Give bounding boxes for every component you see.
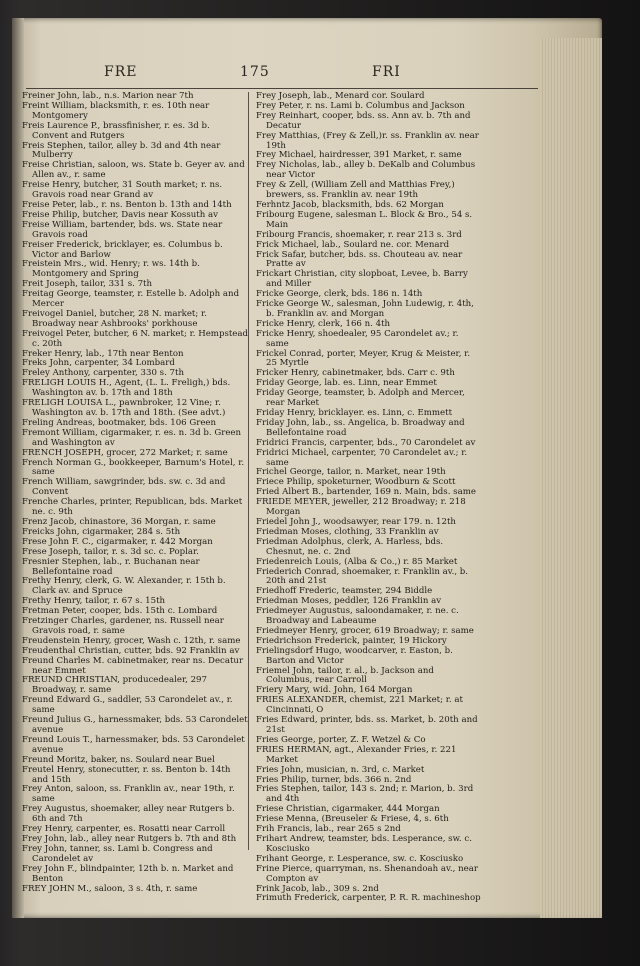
directory-entry: Frickart Christian, city slopboat, Levee, b. Barry and Miller <box>256 269 468 290</box>
directory-entry: Friedmeyer Henry, grocer, 619 Broadway; r. same <box>256 625 474 636</box>
directory-entry: Freiner John, lab., n.s. Marion near 7th <box>22 91 194 101</box>
directory-entry: Friese Menna, (Breuseler & Friese, 4, s. 6th <box>256 814 449 825</box>
directory-entry: Fries Philip, turner, bds. 366 n. 2nd <box>256 774 412 785</box>
directory-entry: Fridrici Michael, carpenter, 70 Carondelet av.; r. same <box>256 447 468 468</box>
directory-entry: Frey Michael, hairdresser, 391 Market, r. same <box>256 150 462 161</box>
directory-entry: Freund Moritz, baker, ns. Soulard near Buel <box>22 754 215 765</box>
directory-entry: Frey Anton, saloon, ss. Franklin av., near 19th, r. same <box>22 784 235 805</box>
directory-entry: Fries John, musician, n. 3rd, c. Market <box>256 764 425 775</box>
directory-entry: Frick Safar, butcher, bds. ss. Chouteau av. near Pratte av <box>256 249 463 270</box>
directory-entry: Fribourg Eugene, salesman L. Block & Bro., 54 s. Main <box>256 209 473 230</box>
directory-entry: Frenche Charles, printer, Republican, bds. Market ne. c. 9th <box>22 497 243 518</box>
directory-entry: Frink Jacob, lab., 309 s. 2nd <box>256 883 379 894</box>
directory-entry: Frey John, lab., alley near Rutgers b. 7th and 8th <box>22 833 237 844</box>
directory-entry: Frichel George, tailor, n. Market, near 19th <box>256 467 446 478</box>
column-divider <box>248 92 249 850</box>
directory-entry: Friday George, lab. es. Linn, near Emmet <box>256 378 437 389</box>
directory-entry: Freudenthal Christian, cutter, bds. 92 Franklin av <box>22 645 240 656</box>
directory-entry: Friedenreich Louis, (Alba & Co.,) r. 85 Market <box>256 556 458 567</box>
directory-entry: Frick Michael, lab., Soulard ne. cor. Menard <box>256 239 450 250</box>
directory-entry: Frey Nicholas, lab., alley b. DeKalb and Columbus near Victor <box>256 160 476 181</box>
directory-entry: Freiser Frederick, bricklayer, es. Columbus b. Victor and Barlow <box>22 239 223 260</box>
directory-entry: Frey John F., blindpainter, 12th b. n. Market and Benton <box>22 863 234 884</box>
directory-entry: Frenz Jacob, chinastore, 36 Morgan, r. same <box>22 516 216 527</box>
directory-entry: Freutel Henry, stonecutter, r. ss. Benton b. 14th and 15th <box>22 764 231 785</box>
header-rule <box>26 88 538 89</box>
directory-entry: Friederich Conrad, shoemaker, r. Franklin av., b. 20th and 21st <box>256 566 469 587</box>
page-edges <box>540 38 602 918</box>
directory-entry: Fresnier Stephen, lab., r. Buchanan near Bellefontaine road <box>22 556 200 577</box>
directory-entry: Frey Henry, carpenter, es. Rosatti near Carroll <box>22 824 226 835</box>
directory-entry: Freise Philip, butcher, Davis near Kossuth av <box>22 209 218 220</box>
directory-entry: Freling Andreas, bootmaker, bds. 106 Green <box>22 417 217 428</box>
directory-entry: Freint William, blacksmith, r. es. 10th near Montgomery <box>22 100 210 121</box>
directory-entry: FREY JOHN M., saloon, 3 s. 4th, r. same <box>22 883 198 894</box>
directory-entry: Frey Reinhart, cooper, bds. ss. Ann av. b. 7th and Decatur <box>256 110 471 131</box>
directory-entry: Frese John F. C., cigarmaker, r. 442 Morgan <box>22 536 213 547</box>
directory-entry: Freund Edward G., saddler, 53 Carondelet av., r. same <box>22 695 233 716</box>
directory-entry: Frey Matthias, (Frey & Zell,)r. ss. Franklin av. near 19th <box>256 130 479 151</box>
directory-entry: Freise Christian, saloon, ws. State b. Geyer av. and Allen av., r. same <box>22 160 245 181</box>
directory-entry: Friedmeyer Augustus, saloondamaker, r. ne. c. Broadway and Labeaume <box>256 606 459 627</box>
directory-entry: Frethy Henry, clerk, G. W. Alexander, r. 15th b. Clark av. and Spruce <box>22 576 226 597</box>
directory-entry: Frey Peter, r. ns. Lami b. Columbus and Jackson <box>256 100 465 111</box>
directory-entry: Freund Louis T., harnessmaker, bds. 53 Carondelet avenue <box>22 734 245 755</box>
directory-entry: Frethy Henry, tailor, r. 67 s. 15th <box>22 596 166 607</box>
directory-entry: Freise Peter, lab., r. ns. Benton b. 13th and 14th <box>22 199 232 210</box>
directory-entry: Fricke Henry, shoedealer, 95 Carondelet av.; r. same <box>256 328 459 349</box>
directory-entry: Frih Francis, lab., rear 265 s 2nd <box>256 824 401 835</box>
running-header <box>0 64 640 86</box>
directory-entry: FRELIGH LOUIS H., Agent, (L. L. Freligh,) bds. Washington av. b. 17th and 18th <box>22 378 231 399</box>
directory-entry: Frine Pierce, quarryman, ns. Shenandoah av., near Compton av <box>256 863 478 884</box>
directory-entry: Freker Henry, lab., 17th near Benton <box>22 348 184 359</box>
directory-entry: Fries Stephen, tailor, 143 s. 2nd; r. Marion, b. 3rd and 4th <box>256 784 474 805</box>
directory-entry: Freicks John, cigarmaker, 284 s. 5th <box>22 526 181 537</box>
directory-entry: Frickel Conrad, porter, Meyer, Krug & Meister, r. 25 Myrtle <box>256 348 471 369</box>
directory-entry: Fricke George W., salesman, John Ludewig, r. 4th, b. Franklin av. and Morgan <box>256 299 474 319</box>
directory-entry: Frey John, tanner, ss. Lami b. Congress and Carondelet av <box>22 843 213 864</box>
directory-entry: FRENCH JOSEPH, grocer, 272 Market; r. same <box>22 447 228 458</box>
directory-entry: Friese Christian, cigarmaker, 444 Morgan <box>256 804 440 815</box>
directory-entry: Friday George, teamster, b. Adolph and Mercer, rear Market <box>256 388 465 409</box>
directory-entry: Ferhntz Jacob, blacksmith, bds. 62 Morgan <box>256 199 444 210</box>
directory-entry: Fricker Henry, cabinetmaker, bds. Carr c. 9th <box>256 368 455 379</box>
directory-entry: French Norman G., bookkeeper, Barnum's Hotel, r. same <box>22 457 245 478</box>
directory-entry: Fried Albert B., bartender, 169 n. Main, bds. same <box>256 487 476 498</box>
directory-entry: Friedel John J., woodsawyer, rear 179. n. 12th <box>256 516 456 527</box>
directory-entry: Freley Anthony, carpenter, 330 s. 7th <box>22 368 184 379</box>
directory-entry: French William, sawgrinder, bds. sw. c. 3d and Convent <box>22 477 226 498</box>
directory-entry: Freivogel Daniel, butcher, 28 N. market; r. Broadway near Ashbrooks' porkhouse <box>22 308 207 329</box>
header-left-guide: FRE <box>104 64 138 80</box>
directory-entry: Frey Augustus, shoemaker, alley near Rutgers b. 6th and 7th <box>22 804 235 825</box>
directory-entry: Freund Julius G., harnessmaker, bds. 53 Carondelet avenue <box>22 715 248 735</box>
directory-entry: FRIES ALEXANDER, chemist, 221 Market; r. at Cincinnati, O <box>256 695 463 716</box>
directory-entry: Frey Joseph, lab., Menard cor. Soulard <box>256 91 425 101</box>
directory-entry: Frielingsdorf Hugo, woodcarver, r. Easton, b. Barton and Victor <box>256 645 453 666</box>
directory-entry: Freund Charles M. cabinetmaker, rear ns. Decatur near Emmet <box>22 655 244 676</box>
directory-entry: Frihart Andrew, teamster, bds. Lesperance, sw. c. Kosciusko <box>256 833 472 854</box>
directory-entry: Fridrici Francis, carpenter, bds., 70 Carondelet av <box>256 437 476 448</box>
directory-entry: Fricke George, clerk, bds. 186 n. 14th <box>256 289 423 300</box>
directory-entry: Frihant George, r. Lesperance, sw. c. Kosciusko <box>256 853 464 864</box>
directory-entry: Freivogel Peter, butcher, 6 N. market; r. Hempstead c. 20th <box>22 328 249 349</box>
directory-entry: Fries Edward, printer, bds. ss. Market, b. 20th and 21st <box>256 715 478 735</box>
directory-entry: Fribourg Francis, shoemaker, r. rear 213 s. 3rd <box>256 229 462 240</box>
directory-entry: Frimuth Frederick, carpenter, P. R. R. machineshop <box>256 893 481 904</box>
directory-entry: Fretzinger Charles, gardener, ns. Russell near Gravois road, r. same <box>22 616 224 636</box>
directory-entry: Frey & Zell, (William Zell and Matthias Frey,) brewers, ss. Franklin av. near 19th <box>256 180 455 201</box>
left-column <box>22 92 248 894</box>
page-number: 175 <box>240 64 270 80</box>
directory-entry: Fremont William, cigarmaker, r. es. n. 3d b. Green and Washington av <box>22 427 242 448</box>
directory-entry: Freks John, carpenter, 34 Lombard <box>22 358 175 369</box>
directory-entry: Friedhoff Frederic, teamster, 294 Biddle <box>256 586 433 597</box>
directory-entry: FREUND CHRISTIAN, producedealer, 297 Broadway, r. same <box>22 675 207 696</box>
right-column <box>256 92 482 904</box>
directory-entry: Freistein Mrs., wid. Henry; r. ws. 14th b. Montgomery and Spring <box>22 259 200 280</box>
directory-entry: Friday Henry, bricklayer. es. Linn, c. Emmett <box>256 408 453 418</box>
directory-entry: Fries George, porter, Z. F. Wetzel & Co <box>256 734 426 745</box>
directory-entry: Friemel John, tailor, r. al., b. Jackson and Columbus, rear Carroll <box>256 665 434 686</box>
directory-entry: Freitag George, teamster, r. Estelle b. Adolph and Mercer <box>22 289 240 310</box>
directory-entry: FRIEDE MEYER, jeweller, 212 Broadway; r. 218 Morgan <box>256 497 466 518</box>
directory-entry: Friery Mary, wid. John, 164 Morgan <box>256 685 413 696</box>
directory-entry: Freis Stephen, tailor, alley b. 3d and 4th near Mulberry <box>22 140 221 161</box>
directory-entry: Freudenstein Henry, grocer, Wash c. 12th, r. same <box>22 635 241 646</box>
directory-entry: Friece Philip, spoketurner, Woodburn & Scott <box>256 477 456 488</box>
directory-entry: Friedman Adolphus, clerk, A. Harless, bds. Chesnut, ne. c. 2nd <box>256 536 444 557</box>
directory-entry: Fricke Henry, clerk, 166 n. 4th <box>256 318 391 329</box>
directory-entry: Freise Henry, butcher, 31 South market; r. ns. Gravois road near Grand av <box>22 180 223 201</box>
directory-entry: Friedman Moses, peddler, 126 Franklin av <box>256 596 442 607</box>
directory-entry: Friedman Moses, clothing, 33 Franklin av <box>256 526 439 537</box>
directory-entry: Freit Joseph, tailor, 331 s. 7th <box>22 279 153 290</box>
directory-entry: FRIES HERMAN, agt., Alexander Fries, r. 221 Market <box>256 744 457 765</box>
directory-entry: Friday John, lab., ss. Angelica, b. Broadway and Bellefontaine road <box>256 417 465 438</box>
directory-entry: Frese Joseph, tailor, r. s. 3d sc. c. Poplar. <box>22 546 199 557</box>
directory-entry: Freis Laurence P., brassfinisher, r. es. 3d b. Convent and Rutgers <box>22 120 210 141</box>
directory-entry: Friedrichson Frederick, painter, 19 Hickory <box>256 635 447 646</box>
directory-entry: Fretman Peter, cooper, bds. 15th c. Lombard <box>22 606 218 617</box>
directory-entry: FRELIGH LOUISA L., pawnbroker, 12 Vine; r. Washington av. b. 17th and 18th. (See advt.) <box>22 398 226 418</box>
header-right-guide: FRI <box>372 64 401 80</box>
directory-entry: Freise William, bartender, bds. ws. State near Gravois road <box>22 219 223 240</box>
